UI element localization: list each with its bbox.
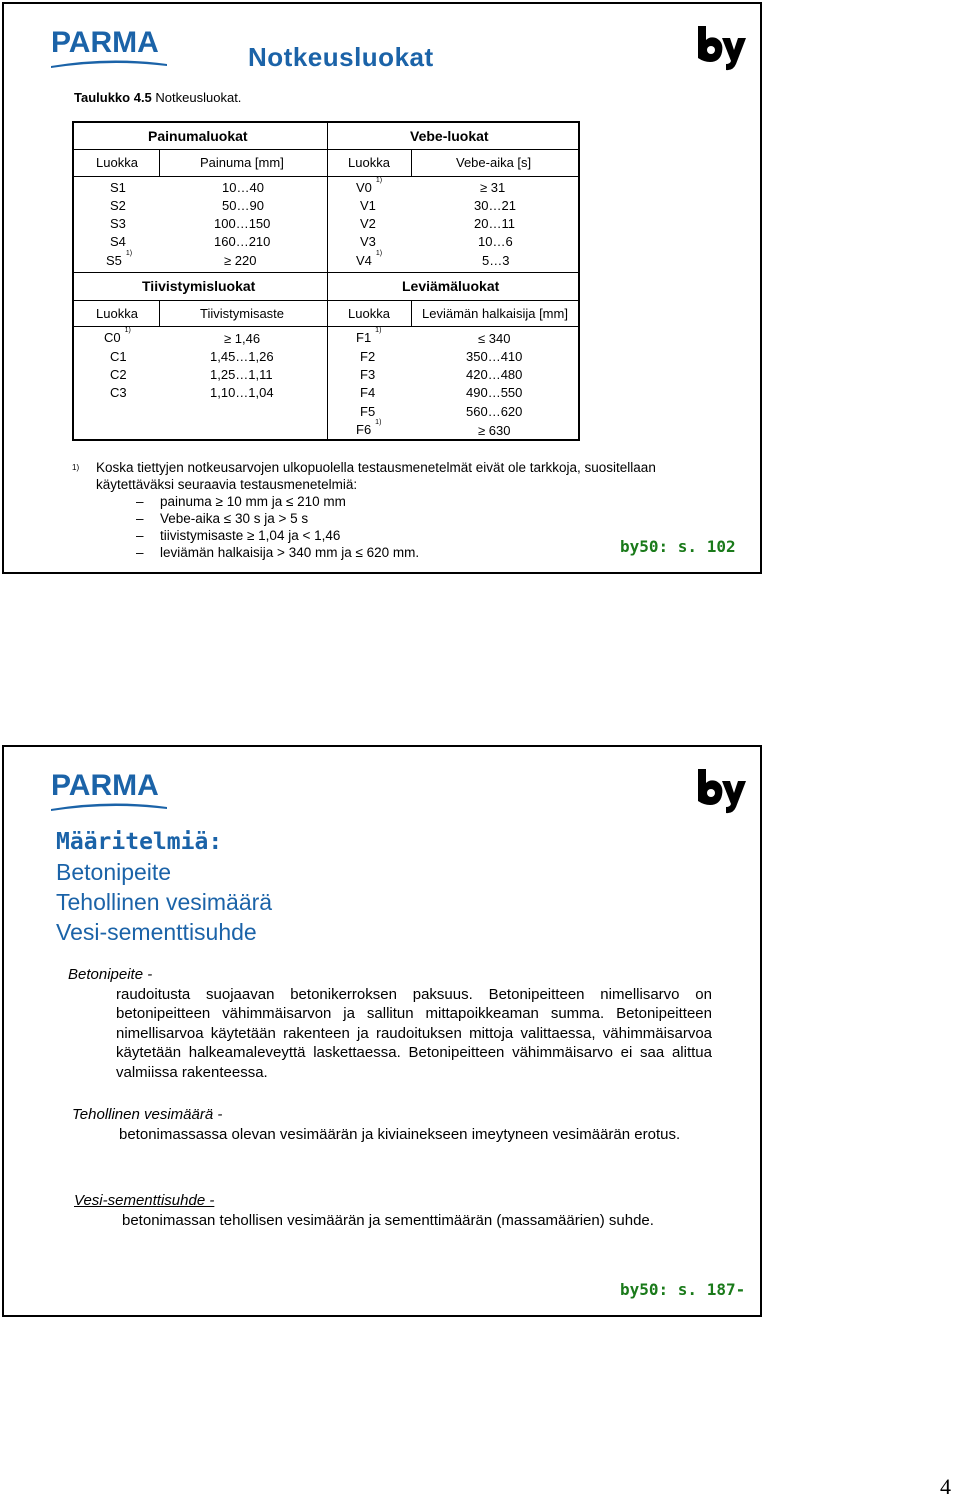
table-cell: S2 [110,198,126,213]
definition-vesi-sementtisuhde [74,1191,744,1230]
col-header-luokka-v: Luokka [348,155,390,170]
table-cell: S3 [110,216,126,231]
table-cell: 350…410 [466,349,523,364]
table-cell: ≥ 220 [224,253,257,268]
table-cell: 490…550 [466,385,523,400]
table-cell: 10…40 [222,180,264,195]
source-reference: by50: s. 187- [620,1280,746,1299]
by-logo-icon [694,765,750,815]
table-cell [356,250,383,268]
table-caption [74,90,241,105]
table-cell: 20…11 [474,216,515,231]
table-cell: C2 [110,367,127,382]
table-cell: C3 [110,385,127,400]
table-cell: ≥ 1,46 [224,331,261,346]
subheading: Vesi-sementtisuhde [56,919,257,945]
footnote-mark: 1) [72,463,80,472]
slide-title: Notkeusluokat [248,42,434,72]
group-header-tiivistymis: Tiivistymisluokat [142,278,256,294]
table-cell: 420…480 [466,367,523,382]
table-cell: F3 [360,367,376,382]
footnote-mark: 1) [375,177,383,184]
group-header-vebe: Vebe-luokat [410,128,489,144]
table-cell: S1 [110,180,126,195]
table-cell: F4 [360,385,376,400]
definition-body: betonimassan tehollisen vesimäärän ja sementtimäärän (massamäärien) suhde. [122,1211,654,1229]
definition-term: Tehollinen vesimäärä - [72,1106,223,1123]
table-cell: 10…6 [478,234,513,249]
source-reference: by50: s. 102 [620,537,736,556]
table-cell [356,327,382,345]
by-logo-icon [694,22,750,72]
footnote-mark: 1) [124,327,131,334]
parma-logo-text: PARMA [51,26,159,59]
col-header-luokka-f: Luokka [348,306,390,321]
list-item: – tiivistymisaste ≥ 1,04 ja < 1,46 [96,527,656,544]
list-item: – leviämän halkaisija > 340 mm ja ≤ 620 mm. [96,544,656,561]
parma-swoosh-icon [51,58,167,68]
definition-tehollinen-vesimaara [72,1105,712,1144]
col-header-leviama: Leviämän halkaisija [mm] [422,306,568,321]
table-cell-text: C0 [104,330,121,345]
definitions-heading-block [56,827,272,947]
table-cell-text: F6 [356,422,372,437]
table-cell: V3 [360,234,376,249]
table-cell: 1,45…1,26 [210,349,274,364]
col-header-vebe-aika: Vebe-aika [s] [456,155,532,170]
table-cell [104,327,131,345]
table-cell [356,177,383,195]
table-cell: V2 [360,216,376,231]
table-cell: V1 [360,198,376,213]
table-cell: 100…150 [214,216,271,231]
table-cell: S4 [110,234,126,249]
table-cell [356,419,382,437]
footnote-mark: 1) [375,419,382,426]
footnote-mark: 1) [375,327,382,334]
list-item: – Vebe-aika ≤ 30 s ja > 5 s [96,510,656,527]
notkeus-table [72,121,580,441]
definition-body: betonimassassa olevan vesimäärän ja kiviainekseen imeytyneen vesimäärän erotus. [119,1125,681,1143]
table-cell: 30…21 [474,198,516,213]
table-cell: 160…210 [214,234,271,249]
definitions-heading: Määritelmiä: [56,829,223,855]
parma-swoosh-icon [51,801,167,811]
footnote-list [96,493,656,561]
table-cell: ≥ 630 [478,423,511,438]
definition-body: raudoitusta suojaavan betonikerroksen paksuus. Betonipeitteen nimellisarvo on betonipeitteen vähimmäisarvon ja sallitun mittapoikkeaman summa. Betonipeitteen nimellisarvoa käytetään rakenteen ja raudoituksen mittoja valittaessa, vähimmäisarvoa käytetään halkeamaleveyttä laskettaessa. Betonipeitteen vähimmäisarvo ei saa alittua valmiissa rakenteessa. [116,985,712,1081]
table-cell: 560…620 [466,404,523,419]
parma-logo [51,771,171,815]
table-cell: F5 [360,404,376,419]
page-number: 4 [940,1474,951,1499]
table-cell: 50…90 [222,198,264,213]
table-cell-text: V4 [356,253,372,268]
table-caption-number: Taulukko 4.5 [74,90,152,105]
table-cell: 1,25…1,11 [210,367,273,382]
table-caption-text: Notkeusluokat. [155,90,242,105]
col-header-painuma: Painuma [mm] [200,155,284,170]
table-cell-text: V0 [356,180,372,195]
group-header-leviama: Leviämäluokat [402,278,500,294]
slide-maaritelmia [2,745,762,1317]
footnote-text: Koska tiettyjen notkeusarvojen ulkopuolella testausmenetelmät eivät ole tarkkoja, suositellaan käytettäväksi seuraavia testausmenetelmiä: [96,460,656,492]
table-cell: ≤ 340 [478,331,511,346]
subheading: Betonipeite [56,859,172,885]
group-header-painuma: Painumaluokat [148,128,248,144]
footnote-mark: 1) [375,250,383,257]
list-item: – painuma ≥ 10 mm ja ≤ 210 mm [96,493,656,510]
parma-logo-text: PARMA [51,769,159,802]
table-cell: 5…3 [482,253,510,268]
table-cell-text: F1 [356,330,372,345]
col-header-luokka-s: Luokka [96,155,138,170]
col-header-tiivistymisaste: Tiivistymisaste [200,306,285,321]
definition-term: Betonipeite - [68,966,153,983]
table-cell: 1,10…1,04 [210,385,274,400]
definition-term: Vesi-sementtisuhde - [74,1192,215,1209]
table-cell [106,250,133,268]
col-header-luokka-c: Luokka [96,306,138,321]
slide-notkeusluokat [2,2,762,574]
table-cell: F2 [360,349,376,364]
parma-logo [51,28,171,72]
table-cell: ≥ 31 [480,180,506,195]
table-cell-text: S5 [106,253,122,268]
table-cell: C1 [110,349,127,364]
subheading: Tehollinen vesimäärä [56,889,273,915]
footnote-mark: 1) [125,250,133,257]
definition-betonipeite [68,965,712,1082]
